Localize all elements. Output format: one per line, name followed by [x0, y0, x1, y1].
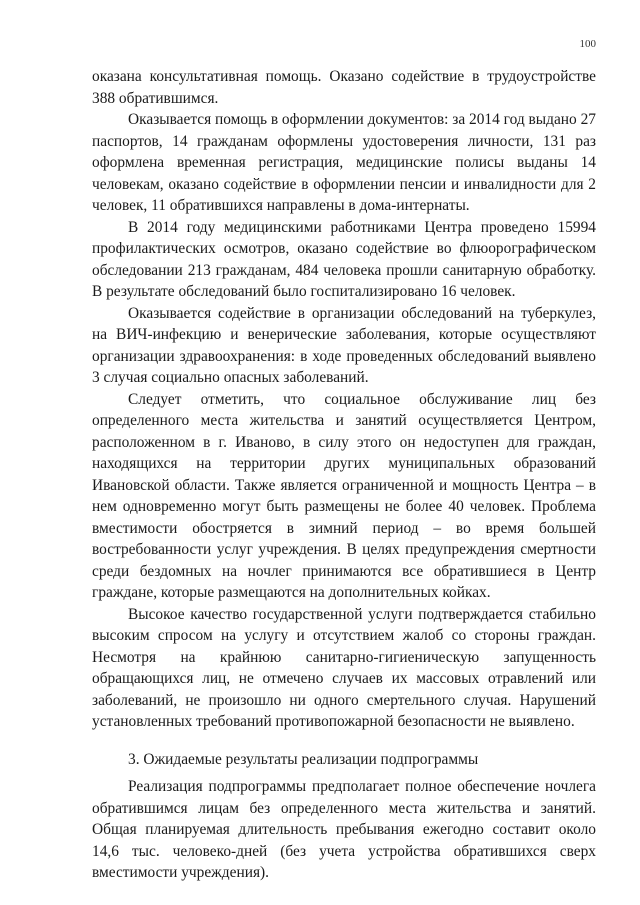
document-body: [92, 66, 596, 884]
section-heading: 3. Ожидаемые результаты реализации подпрограммы: [128, 750, 479, 768]
paragraph-quality: Высокое качество государственной услуги подтверждается стабильно высоким спросом на услугу и отсутствием жалоб со стороны граждан. Несмотря на крайнюю санитарно-гигиеническую запущенность обращающихся лиц, не отмечено случаев их массовых отравлений или заболеваний, не произошло ни одного смертельного случая. Нарушений установленных требований противопожарной безопасности не выявлено.: [92, 605, 596, 730]
paragraph-capacity: Следует отметить, что социальное обслуживание лиц без определенного места жительства и занятий осуществляется Центром, расположенном в г. Иваново, в силу этого он недоступен для граждан, находящихся на территории других муниципальных образований Ивановской области. Также является ограниченной и мощность Центра – в нем одновременно могут быть размещены не более 40 человек. Проблема вместимости обостряется в зимний период – во время большей востребованности услуг учреждения. В целях предупреждения смертности среди бездомных на ночлег принимаются все обратившиеся в Центр граждане, которые размещаются на дополнительных койках.: [92, 390, 596, 601]
paragraph-documents: Оказывается помощь в оформлении документов: за 2014 год выдано 27 паспортов, 14 гражданам оформлены удостоверения личности, 131 раз оформлена временная регистрация, медицинские полисы выданы 14 человекам, оказано содействие в оформлении пенсии и инвалидности для 2 человек, 11 обратившихся направлены в дома-интернаты.: [92, 111, 596, 214]
page-number: 100: [579, 38, 596, 50]
paragraph-examinations: Оказывается содействие в организации обследований на туберкулез, на ВИЧ-инфекцию и венерические заболевания, которые осуществляют организации здравоохранения: в ходе проведенных обследований выявлено 3 случая социально опасных заболеваний.: [92, 304, 596, 386]
paragraph-expected-results: Реализация подпрограммы предполагает полное обеспечение ночлега обратившимся лицам без определенного места жительства и занятий. Общая планируемая длительность пребывания ежегодно составит около 14,6 тыс. человеко-дней (без учета устройства обратившихся сверх вместимости учреждения).: [92, 778, 596, 881]
paragraph-medical: В 2014 году медицинскими работниками Центра проведено 15994 профилактических осмотров, оказано содействие во флюорографическом обследовании 213 гражданам, 484 человека прошли санитарную обработку. В результате обследований было госпитализировано 16 человек.: [92, 218, 596, 300]
paragraph-continuation: оказана консультативная помощь. Оказано содействие в трудоустройстве 388 обратившимся.: [92, 68, 596, 107]
